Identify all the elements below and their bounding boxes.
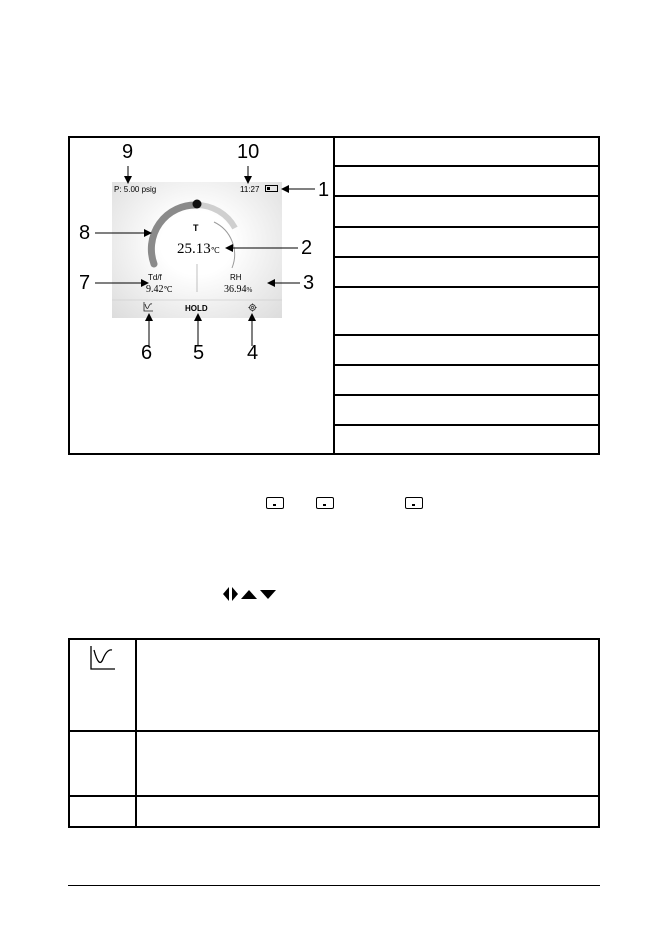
hold-softkey: HOLD [185, 304, 208, 313]
rh-value: 36.94% [224, 284, 253, 295]
legend-row-line [333, 165, 600, 167]
softkey-3-icon [405, 497, 423, 509]
legend-row-line [333, 226, 600, 228]
icon-description-table [68, 638, 600, 828]
callout-4: 4 [247, 342, 259, 364]
temp-value: 25.13℃ [177, 241, 220, 257]
legend-row-line [333, 195, 600, 197]
table-divider [135, 638, 137, 828]
callout-7: 7 [79, 272, 91, 294]
legend-row-line [333, 364, 600, 366]
legend-row-line [333, 424, 600, 426]
callout-1: 1 [318, 179, 330, 201]
arrow-keys-icon [222, 586, 282, 602]
callout-6: 6 [141, 342, 153, 364]
table-row-line [68, 730, 600, 732]
legend-row-line [333, 394, 600, 396]
callout-2: 2 [301, 237, 313, 259]
callout-3: 3 [303, 272, 315, 294]
pressure-readout: P: 5.00 psig [114, 185, 157, 194]
callout-10: 10 [237, 141, 260, 163]
legend-row-line [333, 286, 600, 288]
callout-8: 8 [79, 222, 91, 244]
dewpoint-value: 9.42℃ [146, 284, 173, 295]
callout-9: 9 [122, 141, 134, 163]
footer-rule [68, 885, 600, 886]
temp-label: T [193, 223, 199, 233]
legend-row-line [333, 334, 600, 336]
graph-icon [90, 645, 116, 671]
clock-readout: 11:27 [240, 185, 260, 194]
legend-row-line [333, 256, 600, 258]
softkey-2-icon [316, 497, 334, 509]
callout-arrows [68, 136, 333, 376]
dewpoint-label: Td/f [148, 273, 162, 282]
rh-label: RH [230, 273, 242, 282]
diagram-divider [333, 136, 335, 455]
table-row-line [68, 795, 600, 797]
callout-5: 5 [193, 342, 205, 364]
softkey-1-icon [266, 497, 284, 509]
